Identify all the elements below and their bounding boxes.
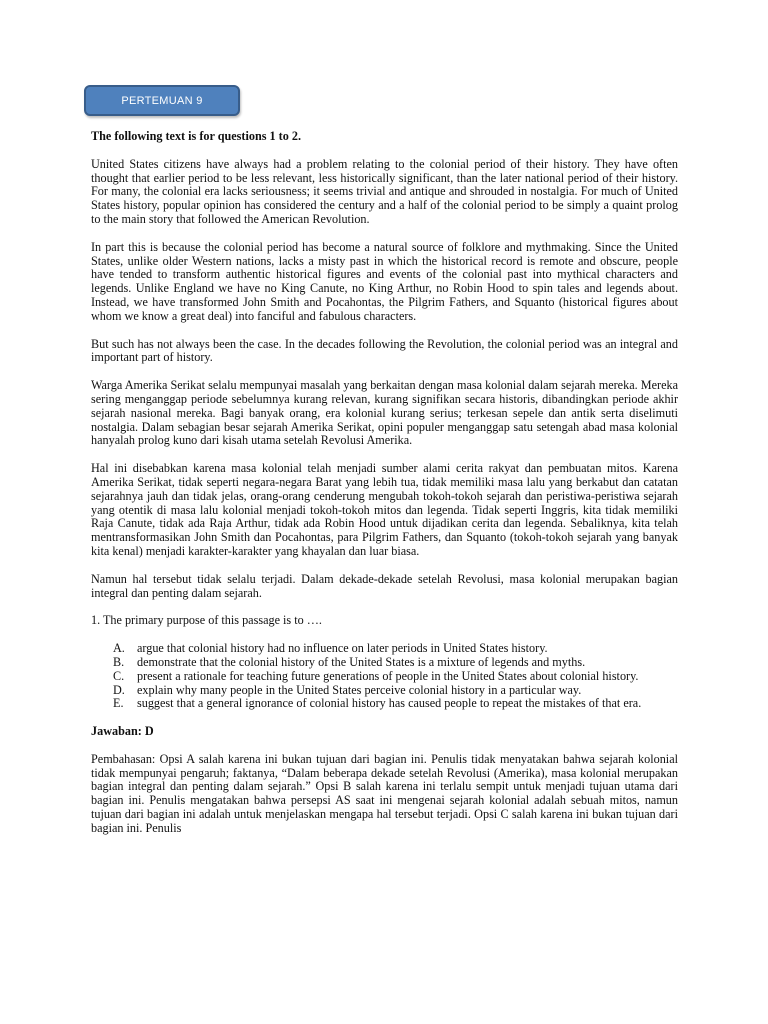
document-body (91, 130, 678, 850)
option-text: present a rationale for teaching future generations of people in the United States about colonial history. (137, 668, 639, 683)
section-heading: The following text is for questions 1 to 2. (91, 129, 302, 143)
question-text: 1. The primary purpose of this passage is to …. (91, 613, 322, 628)
option-e (113, 697, 678, 711)
option-d (113, 684, 678, 698)
discussion-text: Pembahasan: Opsi A salah karena ini bukan tujuan dari bagian ini. Penulis tidak menyatakan bahwa sejarah kolonial tidak mempunyai pengaruh; faktanya, “Dalam beberapa dekade setelah Revolusi (Amerika), masa kolonial merupakan bagian integral dan penting dalam sejarah.” Opsi B salah karena ini terlalu sempit untuk menjadi tujuan utama dari bagian ini. Penulis mengatakan bahwa persepsi AS saat ini mengenai sejarah kolonial adalah sebuah mitos, namun tujuan dari bagian ini adalah untuk menjelaskan mengapa hal tersebut terjadi. Opsi C salah karena ini bukan tujuan dari bagian ini. Penulis (91, 751, 678, 835)
lesson-badge-label: PERTEMUAN 9 (121, 94, 203, 107)
option-text: argue that colonial history had no influence on later periods in United States history. (137, 641, 548, 656)
answer-options (91, 642, 678, 711)
passage-id-paragraph-1: Warga Amerika Serikat selalu mempunyai masalah yang berkaitan dengan masa kolonial dalam sejarah mereka. Mereka sering menganggap periode sebelumnya kurang relevan, kurang signifikan secara historis, dibandingkan periode akhir sejarah nasional mereka. Bagi banyak orang, era kolonial kurang serius; terkesan sepele dan antik serta diselimuti nostalgia. Dalam sebagian besar sejarah Amerika Serikat, opini populer menganggap satu setengah abad masa kolonial hanyalah prolog kuno dari kisah utama setelah Revolusi Amerika. (91, 378, 678, 448)
option-b (113, 656, 678, 670)
option-text: explain why many people in the United States perceive colonial history in a particular way. (137, 682, 582, 697)
passage-en-paragraph-2: In part this is because the colonial period has become a natural source of folklore and mythmaking. Since the United States, unlike older Western nations, lacks a misty past in which the historical record is remote and obscure, people have tended to transform authentic historical figures and events of the colonial past into mythical characters and legends. Unlike England we have no King Canute, no King Arthur, no Robin Hood to spin tales and legends about. Instead, we have transformed John Smith and Pocahontas, the Pilgrim Fathers, and Squanto (historical figures about whom we know a great deal) into fanciful and fabulous characters. (91, 239, 678, 323)
option-letter: C. (113, 668, 125, 683)
option-text: demonstrate that the colonial history of the United States is a mixture of legends and myths. (137, 654, 586, 669)
passage-id-paragraph-3: Namun hal tersebut tidak selalu terjadi. Dalam dekade-dekade setelah Revolusi, masa kolonial merupakan bagian integral dan penting dalam sejarah. (91, 571, 678, 600)
option-text: suggest that a general ignorance of colonial history has caused people to repeat the mistakes of that era. (137, 696, 642, 711)
option-a (113, 642, 678, 656)
option-letter: E. (113, 696, 124, 711)
option-letter: A. (113, 641, 125, 656)
lesson-badge (84, 85, 240, 116)
option-c (113, 670, 678, 684)
option-letter: B. (113, 654, 125, 669)
passage-en-paragraph-3: But such has not always been the case. In the decades following the Revolution, the colonial period was an integral and important part of history. (91, 336, 678, 365)
passage-en-paragraph-1: United States citizens have always had a problem relating to the colonial period of their history. They have often thought that earlier period to be less relevant, less historically significant, than the later national period of their history. For many, the colonial era lacks seriousness; it seems trivial and antique and shrouded in nostalgia. For much of United States history, popular opinion has considered the century and a half of the colonial period to be simply a quaint prolog to the main story that followed the American Revolution. (91, 156, 678, 226)
answer-key: Jawaban: D (91, 724, 154, 739)
passage-id-paragraph-2: Hal ini disebabkan karena masa kolonial telah menjadi sumber alami cerita rakyat dan pembuatan mitos. Karena Amerika Serikat, tidak seperti negara-negara Barat yang lebih tua, tidak memiliki masa lalu yang berkabut dan catatan sejarahnya jauh dan tidak jelas, orang-orang cenderung mengubah tokoh-tokoh sejarah dan peristiwa-peristiwa sejarah yang otentik di masa lalu kolonial menjadi tokoh-tokoh mitos dan legenda. Tidak seperti Inggris, kita tidak memiliki Raja Canute, tidak ada Raja Arthur, tidak ada Robin Hood untuk dijadikan cerita dan legenda. Sebaliknya, kita telah mentransformasikan John Smith dan Pocahontas, para Pilgrim Fathers, dan Squanto (tokoh-tokoh sejarah yang banyak kita kenal) menjadi karakter-karakter yang khayalan dan luar biasa. (91, 461, 678, 558)
option-letter: D. (113, 682, 125, 697)
